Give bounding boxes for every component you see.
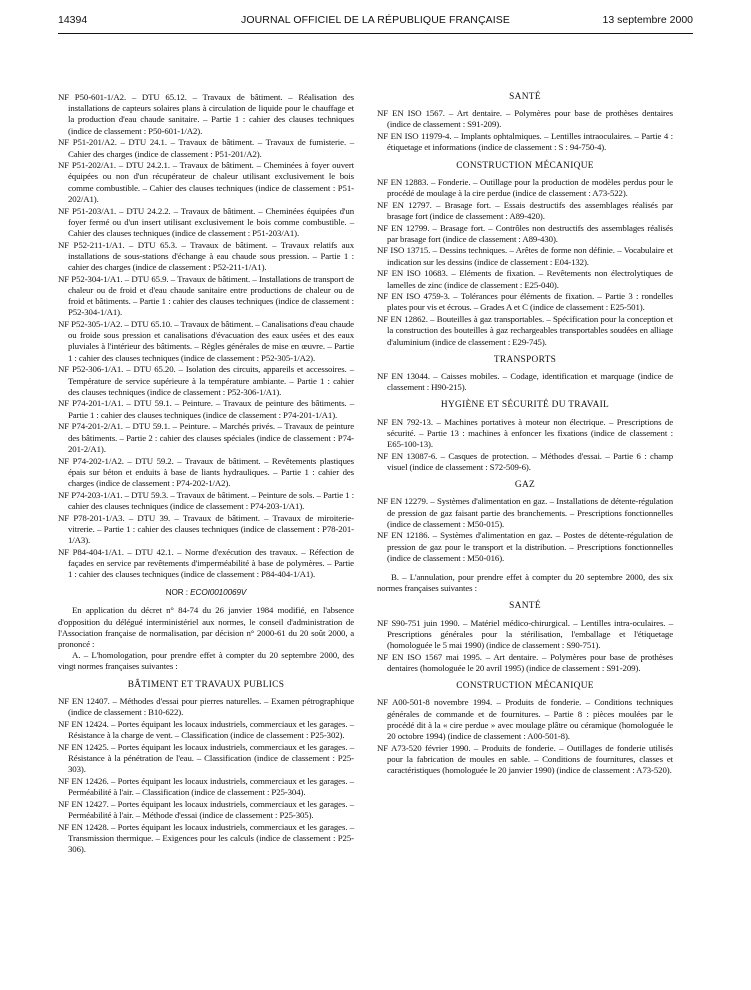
standard-entry: NF P51-202/A1. – DTU 24.2.1. – Travaux de bâtiment. – Cheminées à foyer ouvert équipées ou non d'un récupérateur de chaleur utilisant exclusivement le bois comme combustible. – Cahier des clauses techniques (indice de classement : P51-202/A1).: [58, 160, 354, 204]
standard-entry: NF P74-201-2/A1. – DTU 59.1. – Peinture. – Marchés privés. – Travaux de peinture des bâtiments. – Partie 2 : cahier des clauses spéciales (indice de classement : P74-201-2/A1).: [58, 421, 354, 454]
standard-entry: NF EN 12279. – Systèmes d'alimentation en gaz. – Installations de détente-régulation de pression de gaz faisant partie des branchements. – Prescriptions fonctionnelles (indice de classement : M50-015).: [377, 496, 673, 529]
section-heading-gaz: GAZ: [514, 480, 536, 491]
section-heading-batiment: BÂTIMENT ET TRAVAUX PUBLICS: [127, 679, 285, 690]
section-heading-hygiene: HYGIÈNE ET SÉCURITÉ DU TRAVAIL: [440, 400, 610, 411]
journal-title: JOURNAL OFFICIEL DE LA RÉPUBLIQUE FRANÇAISE: [241, 14, 510, 26]
standard-entry: NF P74-201-1/A1. – DTU 59.1. – Peinture. – Travaux de peinture des bâtiments. – Partie 1 : cahier des clauses techniques (indice de classement : P74-201-1/A1).: [58, 398, 354, 420]
standard-entry: NF P78-201-1/A3. – DTU 39. – Travaux de bâtiment. – Travaux de miroiterie-vitrerie. – Partie 1 : cahier des clauses techniques (indice de classement : P78-201-1/A3).: [58, 512, 354, 545]
section-heading-sante-annulation: SANTÉ: [509, 601, 541, 612]
standard-entry: NF EN ISO 11979-4. – Implants ophtalmiques. – Lentilles intraoculaires. – Partie 4 : étiquetage et informations (indice de classement : S : 94-750-4).: [377, 131, 673, 153]
section-heading-construction-mecanique-annulation: CONSTRUCTION MÉCANIQUE: [456, 681, 594, 692]
standard-entry: NF EN 12862. – Bouteilles à gaz transportables. – Spécification pour la conception et la construction des bouteilles à gaz rechargeables transportables soudées en alliage d'aluminium (indice de classement : E29-745).: [377, 314, 673, 347]
standard-entry: NF EN ISO 1567 mai 1995. – Art dentaire. – Polymères pour base de prothèses dentaires (homologuée le 20 avril 1995) (indice de classement : S91-209).: [377, 651, 673, 673]
nor-label: NOR :: [165, 588, 188, 598]
standard-entry: NF P52-211-1/A1. – DTU 65.3. – Travaux de bâtiment. – Travaux relatifs aux installations de sous-stations d'échange à eau chaude sous pression. – Partie 1 : cahier des charges (indice de classement : P52-211-1/A1).: [58, 239, 354, 273]
standard-entry: NF EN 792-13. – Machines portatives à moteur non électrique. – Prescriptions de sécurité. – Partie 13 : machines à enfoncer les fixations (indice de classement : E65-100-13).: [377, 416, 673, 449]
section-heading-sante: SANTÉ: [509, 92, 541, 102]
standard-entry: NF EN 12186. – Systèmes d'alimentation en gaz. – Postes de détente-régulation de pression de gaz pour le transport et la distribution. – Prescriptions fonctionnelles (indice de classement : M50-016).: [377, 530, 673, 563]
standard-entry: NF EN 12427. – Portes équipant les locaux industriels, commerciaux et les garages. – Perméabilité à l'air. – Méthode d'essai (indice de classement : P25-305).: [58, 798, 354, 820]
standard-entry: NF EN 12426. – Portes équipant les locaux industriels, commerciaux et les garages. – Perméabilité à l'air. – Classification (indice de classement : P25-304).: [58, 775, 354, 797]
standard-entry: NF EN 12797. – Brasage fort. – Essais destructifs des assemblages réalisés par brasage fort (indice de classement : A89-420).: [377, 199, 673, 221]
standard-entry: NF A73-520 février 1990. – Produits de fonderie. – Outillages de fonderie utilisés pour la fabrication de moules en sable. – Conditions de fournitures, classes et caractéristiques (homologuée le 20 janvier 1990) (indice de classement : A73-520).: [377, 742, 673, 776]
standard-entry: NF P52-306-1/A1. – DTU 65.20. – Isolation des circuits, appareils et accessoires. – Température de service supérieure à la température ambiante. – Partie 1 : cahier des clauses techniques (indice de classement : P52-306-1/A1).: [58, 364, 354, 397]
standard-entry: NF EN 13087-6. – Casques de protection. – Méthodes d'essai. – Partie 6 : champ visuel (indice de classement : S72-509-6).: [377, 450, 673, 472]
batiment-list: [58, 696, 354, 855]
standard-entry: NF P51-203/A1. – DTU 24.2.2. – Travaux de bâtiment. – Cheminées équipées d'un foyer fermé ou d'un insert utilisant exclusivement le bois comme combustible. – Cahier des clauses techniques (indice de classement : P51-203/A1).: [58, 205, 354, 238]
standard-entry: NF EN 12883. – Fonderie. – Outillage pour la production de modèles perdus pour le procédé de moulage à la cire perdue (indice de classement : A73-522).: [377, 176, 673, 198]
standard-entry: NF P52-305-1/A2. – DTU 65.10. – Travaux de bâtiment. – Canalisations d'eau chaude ou froide sous pression et canalisations d'évacuation des eaux usées et des eaux pluviales à l'intérieur des bâtiments. – Règles générales de mise en œuvre. – Partie 1 : cahier des clauses techniques (indice de classement : P52-305-1/A2).: [58, 319, 354, 363]
standard-entry: NF EN ISO 10683. – Eléments de fixation. – Revêtements non électrolytiques de lamelles de zinc (indice de classement : E25-040).: [377, 268, 673, 290]
standard-entry: NF P52-304-1/A1. – DTU 65.9. – Travaux de bâtiment. – Installations de transport de chaleur ou de froid et d'eau chaude sanitaire entre productions de chaleur ou de froid et bâtiments. – Partie 1 : cahier des clauses techniques (indice de classement : P52-304-1/A1).: [58, 273, 354, 318]
dtu-amendments-list: [58, 92, 354, 580]
standard-entry: NF P50-601-1/A2. – DTU 65.12. – Travaux de bâtiment. – Réalisation des installations de capteurs solaires plans à circulation de liquide pour le chauffage et la production d'eau chaude sanitaire. – Partie 1 : cahier des clauses techniques (indice de classement : P50-601-1/A2).: [58, 92, 354, 136]
page-header: [58, 14, 693, 30]
publication-date: 13 septembre 2000: [602, 14, 693, 26]
standard-entry: NF EN ISO 4759-3. – Tolérances pour éléments de fixation. – Partie 3 : rondelles plates pour vis et écrous. – Grades A et C (indice de classement : E25-501).: [377, 291, 673, 313]
section-heading-construction-mecanique: CONSTRUCTION MÉCANIQUE: [456, 160, 594, 171]
standard-entry: NF A00-501-8 novembre 1994. – Produits de fonderie. – Conditions techniques générales de commande et de fournitures. – Partie 8 : pièces moulées par le procédé dit à la « cire perdue » avec moulage plâtre ou céramique (homologuée le 20 octobre 1994) (indice de classement : A00-501-8).: [377, 697, 673, 741]
section-b-paragraph: B. – L'annulation, pour prendre effet à compter du 20 septembre 2000, des six normes françaises suivantes :: [377, 572, 673, 594]
section-heading-transports: TRANSPORTS: [493, 354, 557, 365]
right-column: [377, 92, 673, 777]
standard-entry: NF EN 12428. – Portes équipant les locaux industriels, commerciaux et les garages. – Transmission thermique. – Exigences pour les calculs (indice de classement : P25-306).: [58, 821, 354, 854]
standard-entry: NF EN 12407. – Méthodes d'essai pour pierres naturelles. – Examen pétrographique (indice de classement : B10-622).: [58, 695, 354, 718]
standard-entry: NF EN 12799. – Brasage fort. – Contrôles non destructifs des assemblages réalisés par brasage fort (indice de classement : A89-430).: [377, 222, 673, 244]
standard-entry: NF P51-201/A2. – DTU 24.1. – Travaux de bâtiment. – Travaux de fumisterie. – Cahier des charges (indice de classement : P51-201/A2).: [58, 137, 354, 159]
standard-entry: NF S90-751 juin 1990. – Matériel médico-chirurgical. – Lentilles intra-oculaires. – Prescriptions générales pour la stérilisation, l'emballage et l'étiquetage (homologuée le 5 mai 1990) (indice de classement : S90-751).: [377, 617, 673, 651]
nor-reference: [58, 587, 354, 598]
standard-entry: NF EN 13044. – Caisses mobiles. – Codage, identification et marquage (indice de classement : H90-215).: [377, 370, 673, 393]
header-rule: [58, 33, 693, 34]
standard-entry: NF EN ISO 1567. – Art dentaire. – Polymères pour base de prothèses dentaires (indice de classement : S91-209).: [377, 108, 673, 130]
standard-entry: NF EN 12424. – Portes équipant les locaux industriels, commerciaux et les garages. – Résistance à la charge de vent. – Classification (indice de classement : P25-302).: [58, 718, 354, 740]
intro-paragraph: En application du décret n° 84-74 du 26 janvier 1984 modifié, en l'absence d'opposition du délégué interministériel aux normes, le conseil d'administration de l'Association française de normalisation, par décision n° 2000-61 du 20 soût 2000, a prononcé :: [58, 605, 354, 650]
left-column: [58, 92, 354, 856]
standard-entry: NF P74-203-1/A1. – DTU 59.3. – Travaux de bâtiment. – Peinture de sols. – Partie 1 : cahier des clauses techniques (indice de classement : P74-203-1/A1).: [58, 489, 354, 511]
section-a-paragraph: A. – L'homologation, pour prendre effet à compter du 20 septembre 2000, des vingt normes françaises suivantes :: [58, 650, 354, 672]
standard-entry: NF P74-202-1/A2. – DTU 59.2. – Travaux de bâtiment. – Revêtements plastiques épais sur béton et enduits à base de liants hydrauliques. – Partie 1 : cahier des charges (indice de classement : P74-202-1/A2).: [58, 455, 354, 488]
page-number: 14394: [58, 14, 88, 26]
standard-entry: NF P84-404-1/A1. – DTU 42.1. – Norme d'exécution des travaux. – Réfection de façades en service par revêtements d'imperméabilité à base de polymères. – Partie 1 : cahier des clauses techniques (indice de classement : P84-404-1/A1).: [58, 546, 354, 580]
standard-entry: NF ISO 13715. – Dessins techniques. – Arêtes de forme non définie. – Vocabulaire et indication sur les dessins (indice de classement : E04-132).: [377, 245, 673, 267]
nor-code: ECOI0010069V: [190, 588, 247, 598]
standard-entry: NF EN 12425. – Portes équipant les locaux industriels, commerciaux et les garages. – Résistance à la pénétration de l'eau. – Classification (indice de classement : P25-303).: [58, 741, 354, 775]
